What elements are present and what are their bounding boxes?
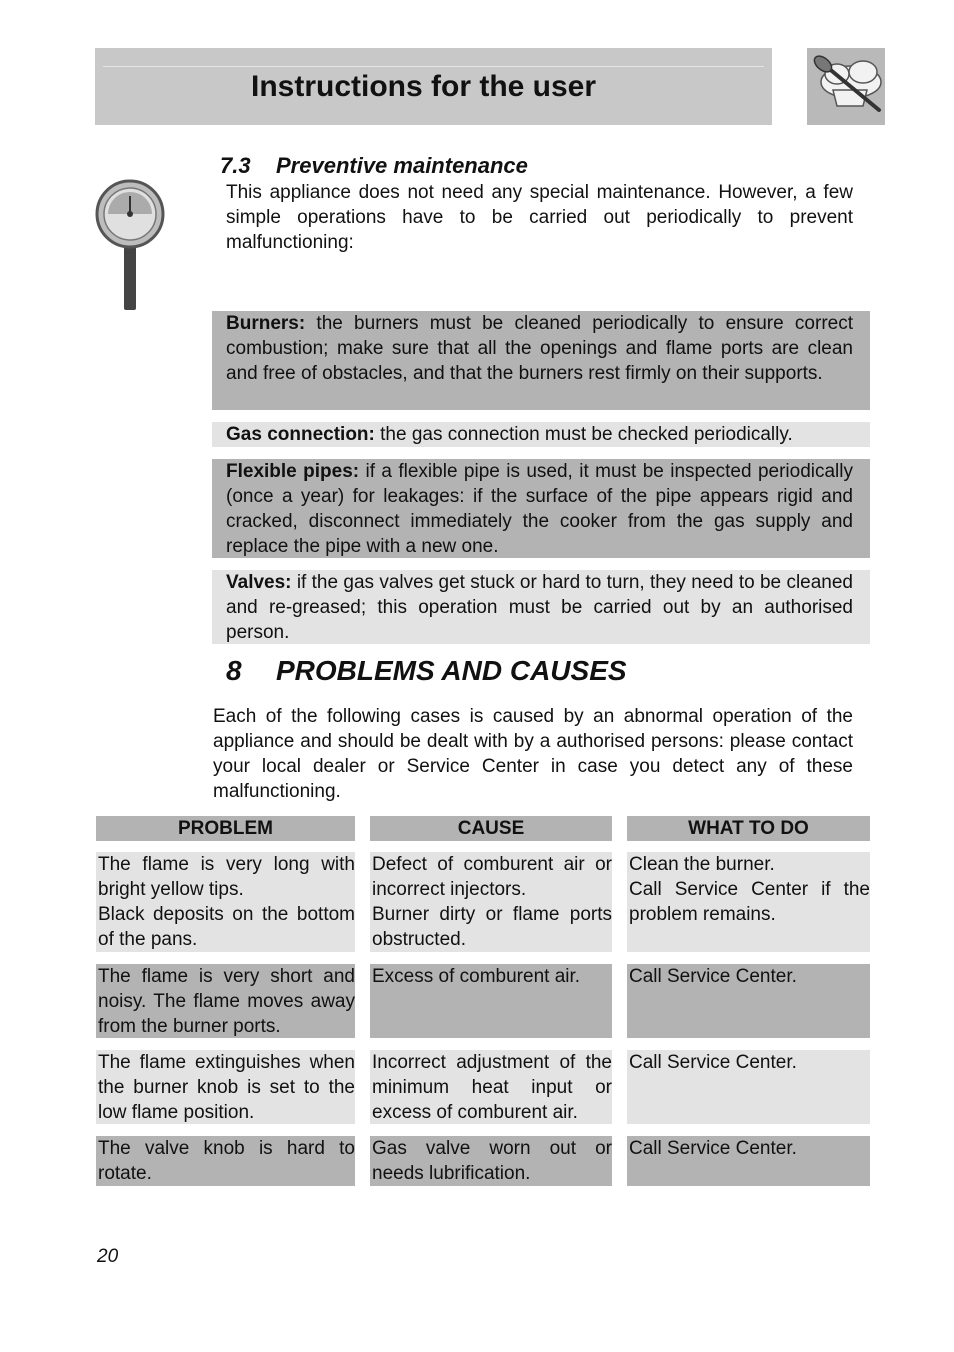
cell-line: The valve knob is hard to rotate. xyxy=(98,1138,355,1184)
section-8-heading xyxy=(226,655,627,687)
section-8-number: 8 xyxy=(226,655,242,686)
cell-line: Gas valve worn out or needs lubrification. xyxy=(372,1138,612,1184)
section-7-3-number: 7.3 xyxy=(220,153,251,178)
page-title: Instructions for the user xyxy=(251,70,597,103)
maintenance-item-text: if a flexible pipe is used, it must be inspected periodically (once a year) for leakages: if the surface of the pipe appears rigid and cracked, disconnect immediately the cooker from the gas supply and replace the pipe with a new one. xyxy=(226,461,853,557)
table-cell-cause xyxy=(370,1136,612,1186)
table-cell-what-to-do xyxy=(627,964,870,1038)
maintenance-item-label: Flexible pipes: xyxy=(226,461,360,482)
column-header-problem: PROBLEM xyxy=(96,816,355,841)
table-cell-problem xyxy=(96,852,355,952)
maintenance-item-text: the gas connection must be checked periodically. xyxy=(374,424,793,445)
problems-intro: Each of the following cases is caused by an abnormal operation of the appliance and should be dealt with by a authorised persons: please contact your local dealer or Service Center in case you detect any of these malfunctioning. xyxy=(213,706,853,802)
cell-line: Burner dirty or flame ports obstructed. xyxy=(372,904,612,950)
cell-line: Call Service Center. xyxy=(629,1052,797,1073)
cell-line: Clean the burner. xyxy=(629,854,775,875)
section-7-3-heading xyxy=(220,153,528,179)
table-cell-what-to-do xyxy=(627,852,870,952)
maintenance-item-label: Burners: xyxy=(226,313,306,334)
table-cell-problem xyxy=(96,1050,355,1124)
maintenance-item-flexible-pipes xyxy=(212,459,870,558)
maintenance-item-burners xyxy=(212,311,870,410)
page-number: 20 xyxy=(97,1246,119,1267)
table-cell-problem xyxy=(96,964,355,1038)
table-cell-cause xyxy=(370,1050,612,1124)
gauge-icon xyxy=(95,178,165,313)
column-header-cause: CAUSE xyxy=(370,816,612,841)
section-8-title: PROBLEMS AND CAUSES xyxy=(276,655,627,686)
maintenance-item-label: Gas connection: xyxy=(226,424,375,445)
maintenance-item-label: Valves: xyxy=(226,572,292,593)
cell-line: Defect of comburent air or incorrect injectors. xyxy=(372,854,612,900)
cell-line: Call Service Center. xyxy=(629,1138,797,1159)
header-rule xyxy=(103,66,764,67)
maintenance-item-text: if the gas valves get stuck or hard to turn, they need to be cleaned and re-greased; this operation must be carried out by an authorised person. xyxy=(226,572,853,643)
table-cell-cause xyxy=(370,852,612,952)
cell-line: Excess of comburent air. xyxy=(372,966,581,987)
section-7-3-title: Preventive maintenance xyxy=(276,153,528,178)
cell-line: Call Service Center. xyxy=(629,966,797,987)
cell-line: The flame is very long with bright yellow tips. xyxy=(98,854,355,900)
column-header-what-to-do: WHAT TO DO xyxy=(627,816,870,841)
chef-hat-spoon-icon xyxy=(807,48,885,125)
cell-line: The flame is very short and noisy. The flame moves away from the burner ports. xyxy=(98,966,355,1037)
table-cell-cause xyxy=(370,964,612,1038)
maintenance-intro: This appliance does not need any special maintenance. However, a few simple operations have to be carried out periodically to prevent malfunctioning: xyxy=(226,182,853,253)
maintenance-item-valves xyxy=(212,570,870,644)
header-bar xyxy=(95,48,772,125)
maintenance-item-gas-connection xyxy=(212,422,870,447)
cell-line: Call Service Center if the problem remains. xyxy=(629,879,870,925)
cell-line: Incorrect adjustment of the minimum heat input or excess of comburent air. xyxy=(372,1052,612,1123)
cell-line: The flame extinguishes when the burner knob is set to the low flame position. xyxy=(98,1052,355,1123)
table-cell-what-to-do xyxy=(627,1136,870,1186)
cell-line: Black deposits on the bottom of the pans. xyxy=(98,904,355,950)
table-cell-problem xyxy=(96,1136,355,1186)
maintenance-item-text: the burners must be cleaned periodically to ensure correct combustion; make sure that all the openings and flame ports are clean and free of obstacles, and that the burners rest firmly on their supports. xyxy=(226,313,853,384)
table-cell-what-to-do xyxy=(627,1050,870,1124)
